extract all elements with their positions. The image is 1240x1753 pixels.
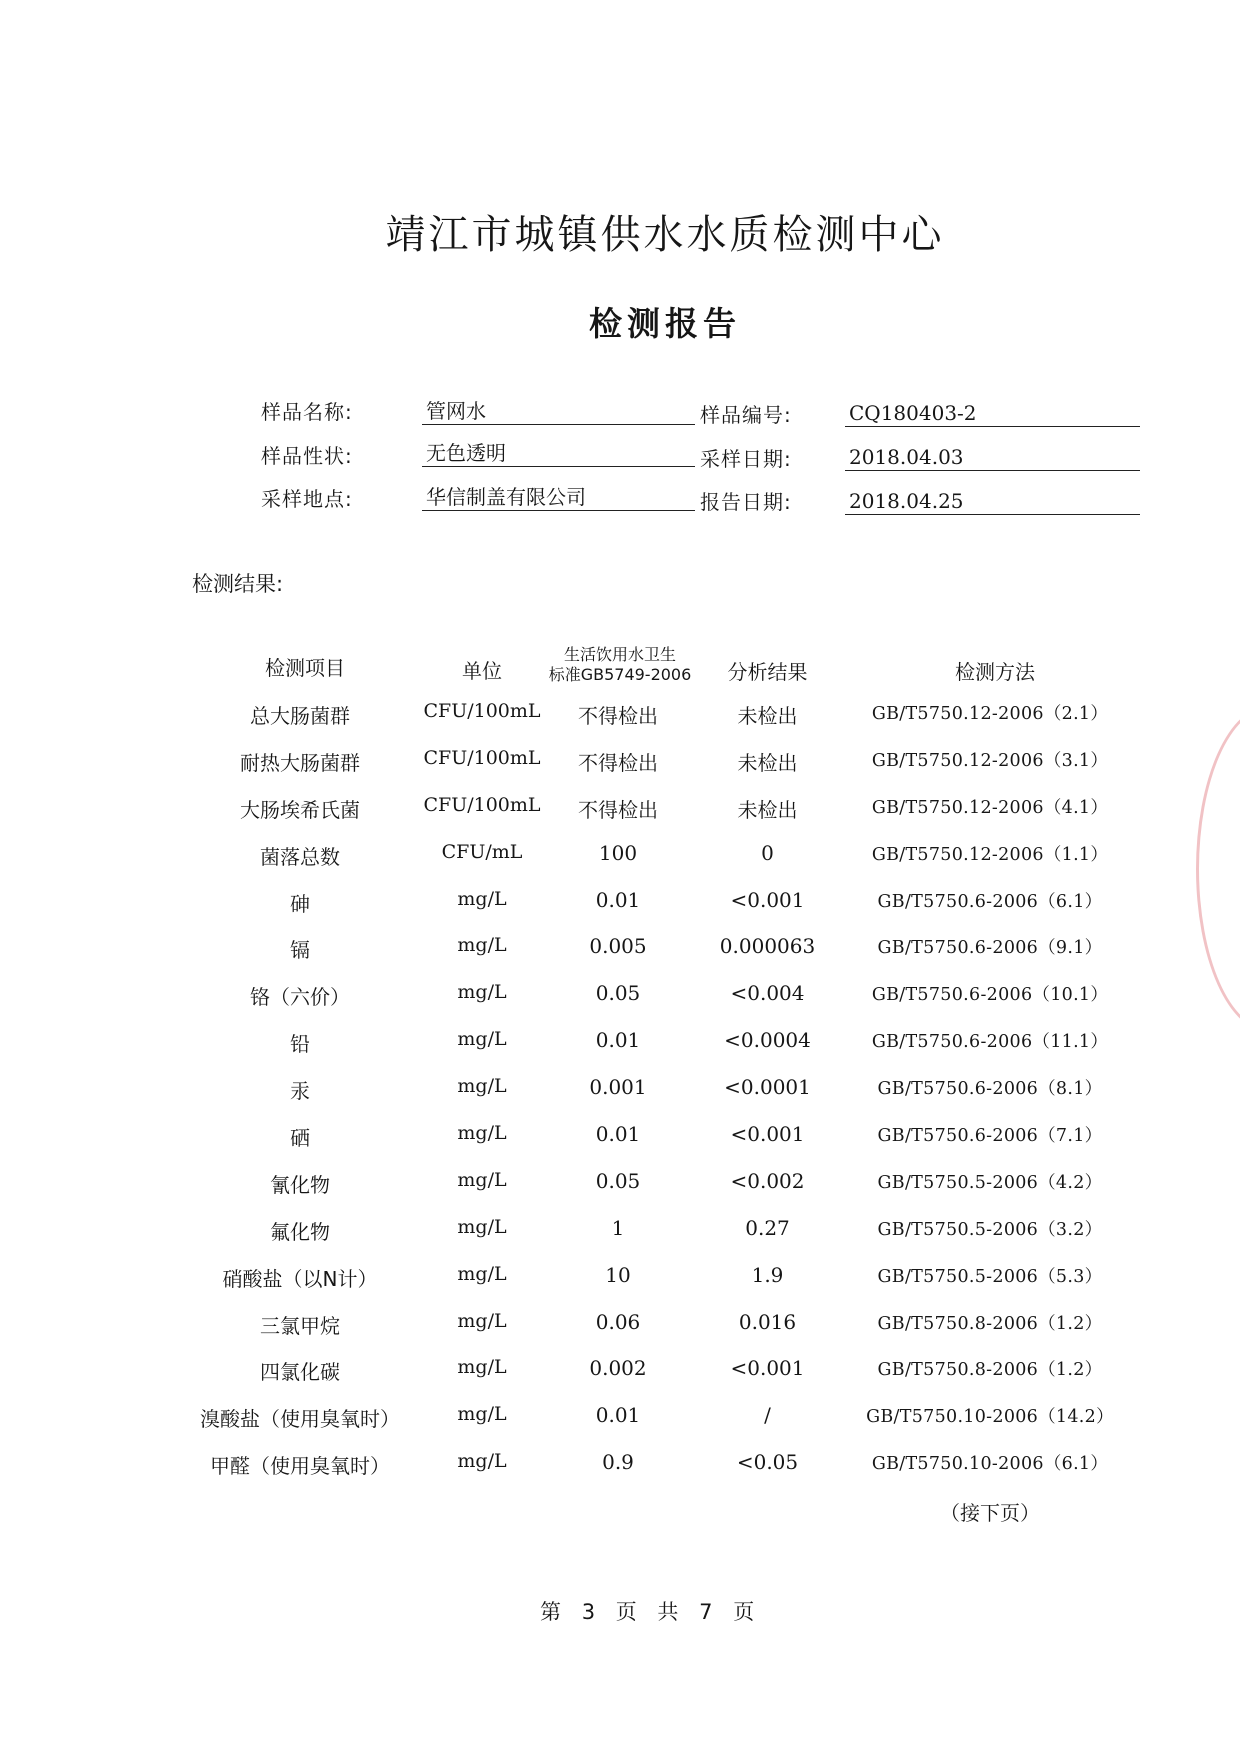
unit-cell: CFU/mL bbox=[441, 840, 523, 863]
page-footer bbox=[540, 1596, 754, 1626]
method-cell: GB/T5750.10-2006（14.2） bbox=[866, 1407, 1114, 1428]
unit-cell: CFU/100mL bbox=[423, 700, 541, 722]
standard-cell: 0.9 bbox=[602, 1450, 634, 1475]
continued-note: （接下页） bbox=[940, 1501, 1040, 1525]
table-row bbox=[0, 1075, 1240, 1122]
table-row bbox=[0, 1169, 1240, 1216]
method-cell: GB/T5750.6-2006（11.1） bbox=[871, 1032, 1109, 1053]
standard-cell: 0.05 bbox=[595, 981, 641, 1006]
sample-no-value: CQ180403-2 bbox=[845, 401, 1140, 427]
unit-cell: mg/L bbox=[457, 887, 507, 910]
item-cell: 大肠埃希氏菌 bbox=[240, 797, 360, 822]
table-row bbox=[0, 747, 1240, 794]
table-row bbox=[0, 1450, 1240, 1497]
col-header-result: 分析结果 bbox=[727, 660, 808, 684]
item-cell: 四氯化碳 bbox=[260, 1360, 340, 1385]
method-cell: GB/T5750.5-2006（4.2） bbox=[877, 1172, 1103, 1193]
result-cell: <0.001 bbox=[730, 887, 805, 912]
standard-cell: 0.01 bbox=[595, 1403, 641, 1428]
table-row bbox=[0, 700, 1240, 747]
item-cell: 三氯甲烷 bbox=[260, 1313, 340, 1338]
standard-cell: 不得检出 bbox=[578, 797, 658, 822]
result-cell: 0 bbox=[761, 840, 774, 865]
unit-cell: mg/L bbox=[457, 1403, 507, 1426]
item-cell: 铅 bbox=[290, 1032, 310, 1057]
result-cell: 1.9 bbox=[751, 1262, 784, 1287]
table-row bbox=[0, 841, 1240, 888]
standard-cell: 1 bbox=[611, 1215, 625, 1240]
standard-cell: 0.01 bbox=[595, 887, 641, 912]
method-cell: GB/T5750.8-2006（1.2） bbox=[877, 1360, 1103, 1381]
method-cell: GB/T5750.12-2006（1.1） bbox=[871, 844, 1109, 865]
report-date-value: 2018.04.25 bbox=[845, 489, 1140, 515]
item-cell: 砷 bbox=[290, 891, 310, 916]
unit-cell: CFU/100mL bbox=[423, 793, 541, 816]
unit-cell: mg/L bbox=[457, 1075, 507, 1098]
unit-cell: mg/L bbox=[457, 981, 507, 1004]
standard-cell: 0.01 bbox=[595, 1028, 641, 1053]
sample-state-value: 无色透明 bbox=[422, 441, 695, 467]
result-cell: 未检出 bbox=[737, 750, 798, 775]
item-cell: 氟化物 bbox=[270, 1219, 330, 1244]
results-table bbox=[0, 700, 1240, 1497]
location-value: 华信制盖有限公司 bbox=[422, 485, 695, 511]
item-cell: 耐热大肠菌群 bbox=[240, 750, 360, 775]
organization-title: 靖江市城镇供水水质检测中心 bbox=[385, 212, 945, 258]
sample-no-label: 样品编号: bbox=[700, 403, 792, 427]
unit-cell: mg/L bbox=[457, 1168, 507, 1191]
item-cell: 溴酸盐（使用臭氧时） bbox=[200, 1407, 400, 1432]
result-cell: 0.27 bbox=[745, 1215, 790, 1240]
item-cell: 硒 bbox=[290, 1126, 310, 1151]
item-cell: 甲醛（使用臭氧时） bbox=[210, 1454, 390, 1479]
table-row bbox=[0, 981, 1240, 1028]
sample-state-label: 样品性状: bbox=[261, 444, 353, 468]
page-suffix: 页 bbox=[733, 1600, 755, 1624]
standard-cell: 不得检出 bbox=[578, 750, 658, 775]
standard-cell: 0.01 bbox=[595, 1122, 641, 1147]
item-cell: 汞 bbox=[290, 1079, 310, 1104]
standard-cell: 100 bbox=[598, 840, 638, 865]
result-cell: 0.000063 bbox=[719, 934, 816, 959]
unit-cell: mg/L bbox=[457, 1215, 507, 1238]
unit-cell: mg/L bbox=[457, 934, 507, 957]
result-cell: <0.0004 bbox=[724, 1028, 811, 1053]
sampling-date-value: 2018.04.03 bbox=[845, 445, 1140, 471]
method-cell: GB/T5750.12-2006（3.1） bbox=[871, 750, 1109, 771]
page-mid: 页 共 bbox=[615, 1600, 679, 1624]
item-cell: 菌落总数 bbox=[260, 844, 340, 869]
unit-cell: mg/L bbox=[457, 1028, 507, 1051]
sample-name-value: 管网水 bbox=[422, 399, 695, 425]
result-cell: <0.001 bbox=[730, 1356, 805, 1381]
standard-cell: 0.06 bbox=[595, 1309, 641, 1334]
result-cell: <0.001 bbox=[730, 1122, 805, 1147]
item-cell: 硝酸盐（以N计） bbox=[222, 1266, 378, 1291]
results-label: 检测结果: bbox=[192, 572, 284, 596]
unit-cell: CFU/100mL bbox=[423, 746, 541, 769]
item-cell: 氰化物 bbox=[270, 1172, 330, 1197]
method-cell: GB/T5750.10-2006（6.1） bbox=[871, 1454, 1109, 1475]
table-row bbox=[0, 1263, 1240, 1310]
table-row bbox=[0, 934, 1240, 981]
method-cell: GB/T5750.5-2006（3.2） bbox=[877, 1219, 1103, 1240]
unit-cell: mg/L bbox=[457, 1122, 507, 1145]
result-cell: 未检出 bbox=[737, 797, 798, 822]
standard-cell: 0.05 bbox=[595, 1168, 641, 1193]
sample-name-label: 样品名称: bbox=[261, 400, 353, 424]
result-cell: 未检出 bbox=[737, 704, 798, 728]
unit-cell: mg/L bbox=[457, 1356, 507, 1379]
result-cell: <0.004 bbox=[730, 981, 805, 1006]
item-cell: 铬（六价） bbox=[250, 985, 350, 1010]
standard-cell: 10 bbox=[605, 1262, 631, 1287]
report-date-label: 报告日期: bbox=[700, 490, 792, 514]
col-header-item: 检测项目 bbox=[265, 656, 345, 680]
result-cell: 0.016 bbox=[738, 1309, 797, 1334]
method-cell: GB/T5750.12-2006（2.1） bbox=[871, 704, 1109, 724]
unit-cell: mg/L bbox=[457, 1262, 507, 1285]
table-row bbox=[0, 1310, 1240, 1357]
unit-cell: mg/L bbox=[457, 1309, 507, 1332]
table-row bbox=[0, 794, 1240, 841]
col-header-standard-line1: 生活饮用水卫生 bbox=[563, 645, 676, 664]
standard-cell: 0.005 bbox=[589, 934, 647, 959]
col-header-standard-line2: 标准GB5749-2006 bbox=[548, 665, 692, 684]
method-cell: GB/T5750.12-2006（4.1） bbox=[871, 797, 1109, 818]
table-row bbox=[0, 888, 1240, 935]
page-total: 7 bbox=[699, 1600, 713, 1624]
method-cell: GB/T5750.5-2006（5.3） bbox=[877, 1266, 1103, 1287]
table-row bbox=[0, 1403, 1240, 1450]
result-cell: <0.0001 bbox=[724, 1075, 811, 1100]
method-cell: GB/T5750.6-2006（6.1） bbox=[877, 891, 1103, 912]
result-cell: <0.05 bbox=[736, 1450, 799, 1475]
method-cell: GB/T5750.6-2006（9.1） bbox=[877, 938, 1103, 959]
standard-cell: 0.001 bbox=[589, 1075, 647, 1100]
result-cell: <0.002 bbox=[730, 1168, 805, 1193]
col-header-unit: 单位 bbox=[462, 659, 502, 683]
col-header-method: 检测方法 bbox=[955, 660, 1035, 684]
report-title: 检测报告 bbox=[589, 304, 741, 343]
page-current: 3 bbox=[581, 1600, 596, 1624]
page-prefix: 第 bbox=[540, 1600, 561, 1624]
item-cell: 总大肠菌群 bbox=[250, 704, 350, 728]
location-label: 采样地点: bbox=[261, 487, 353, 511]
table-row bbox=[0, 1216, 1240, 1263]
table-row bbox=[0, 1028, 1240, 1075]
sampling-date-label: 采样日期: bbox=[700, 447, 792, 471]
standard-cell: 不得检出 bbox=[578, 704, 658, 728]
method-cell: GB/T5750.6-2006（8.1） bbox=[877, 1079, 1103, 1100]
method-cell: GB/T5750.6-2006（7.1） bbox=[877, 1126, 1103, 1147]
method-cell: GB/T5750.8-2006（1.2） bbox=[877, 1313, 1103, 1334]
item-cell: 镉 bbox=[290, 938, 310, 963]
standard-cell: 0.002 bbox=[589, 1356, 647, 1381]
col-header-standard bbox=[530, 645, 710, 685]
result-cell: / bbox=[764, 1403, 771, 1428]
table-row bbox=[0, 1356, 1240, 1403]
method-cell: GB/T5750.6-2006（10.1） bbox=[871, 985, 1109, 1006]
unit-cell: mg/L bbox=[457, 1450, 507, 1473]
table-row bbox=[0, 1122, 1240, 1169]
